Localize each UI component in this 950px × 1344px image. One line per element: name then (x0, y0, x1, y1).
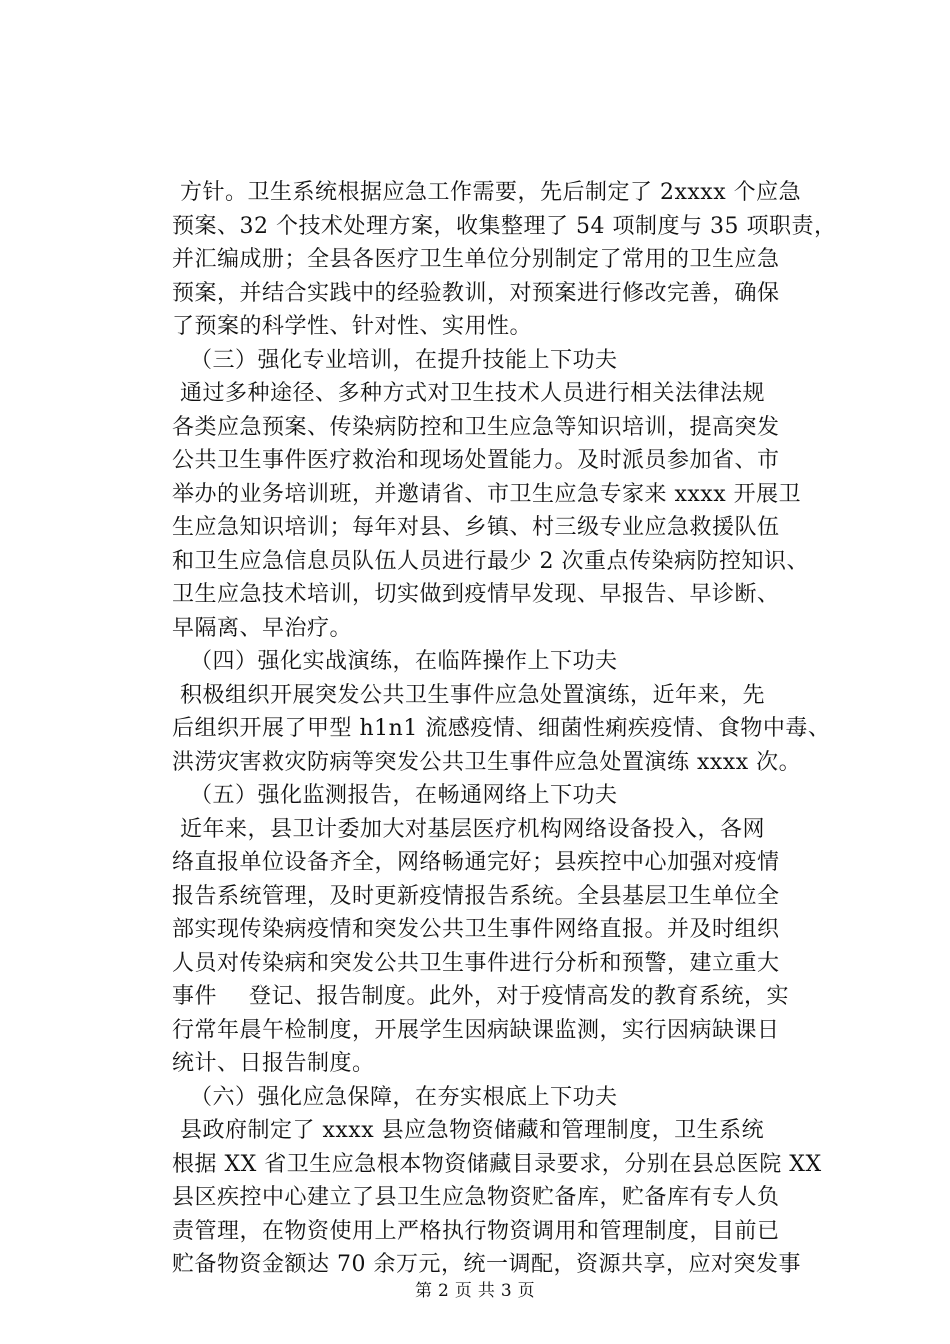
body-line: 通过多种途径、多种方式对卫生技术人员进行相关法律法规 (180, 381, 766, 406)
body-line: 举办的业务培训班，并邀请省、市卫生应急专家来 xxxx 开展卫 (172, 481, 802, 507)
body-line: 并汇编成册；全县各医疗卫生单位分别制定了常用的卫生应急 (172, 247, 780, 272)
body-line: 积极组织开展突发公共卫生事件应急处置演练，近年来，先 (180, 682, 766, 708)
body-line-left: 事件 (172, 984, 218, 1009)
body-line: 洪涝灾害救灾防病等突发公共卫生事件应急处置演练 xxxx 次。 (172, 749, 802, 775)
body-line: 公共卫生事件医疗救治和现场处置能力。及时派员参加省、市 (172, 448, 780, 473)
section-heading: （四）强化实战演练，在临阵操作上下功夫 (190, 649, 618, 674)
body-line: 和卫生应急信息员队伍人员进行最少 2 次重点传染病防控知识、 (172, 548, 809, 574)
body-line: 预案，并结合实践中的经验教训，对预案进行修改完善，确保 (172, 280, 780, 306)
page-footer: 第 2 页 共 3 页 (415, 1281, 535, 1301)
body-line: 统计、日报告制度。 (172, 1051, 375, 1076)
body-line: 人员对传染病和突发公共卫生事件进行分析和预警，建立重大 (172, 950, 780, 976)
section-heading: （三）强化专业培训，在提升技能上下功夫 (190, 347, 618, 373)
body-line: 近年来，县卫计委加大对基层医疗机构网络设备投入，各网 (180, 816, 766, 842)
body-line: 行常年晨午检制度，开展学生因病缺课监测，实行因病缺课日 (172, 1017, 780, 1043)
body-line: 生应急知识培训；每年对县、乡镇、村三级专业应急救援队伍 (172, 515, 780, 540)
body-line-right: 登记、报告制度。此外，对于疫情高发的教育系统，实 (249, 984, 790, 1009)
body-line: 部实现传染病疫情和突发公共卫生事件网络直报。并及时组织 (172, 917, 780, 942)
body-line: 各类应急预案、传染病防控和卫生应急等知识培训，提高突发 (172, 414, 780, 440)
section-heading: （六）强化应急保障，在夯实根底上下功夫 (190, 1084, 618, 1110)
body-line: 县政府制定了 xxxx 县应急物资储藏和管理制度，卫生系统 (180, 1118, 765, 1143)
body-line: 卫生应急技术培训，切实做到疫情早发现、早报告、早诊断、 (172, 582, 780, 607)
body-line: 方针。卫生系统根据应急工作需要，先后制定了 2xxxx 个应急 (180, 180, 802, 205)
body-line (172, 980, 832, 1014)
body-line: 报告系统管理，及时更新疫情报告系统。全县基层卫生单位全 (172, 883, 780, 909)
body-line: 县区疾控中心建立了县卫生应急物资贮备库，贮备库有专人负 (172, 1185, 780, 1210)
body-line: 责管理，在物资使用上严格执行物资调用和管理制度，目前已 (172, 1218, 780, 1244)
document-body (172, 176, 837, 1282)
body-line: 了预案的科学性、针对性、实用性。 (172, 314, 533, 339)
body-line: 根据 XX 省卫生应急根本物资储藏目录要求，分别在县总医院 XX (172, 1151, 822, 1177)
body-line: 预案、32 个技术处理方案，收集整理了 54 项制度与 35 项职责， (172, 213, 837, 239)
body-line: 早隔离、早治疗。 (172, 615, 353, 641)
body-line: 贮备物资金额达 70 余万元，统一调配，资源共享，应对突发事 (172, 1252, 801, 1277)
body-line: 络直报单位设备齐全，网络畅通完好；县疾控中心加强对疫情 (172, 850, 780, 875)
section-heading: （五）强化监测报告，在畅通网络上下功夫 (190, 783, 618, 808)
body-line: 后组织开展了甲型 h1n1 流感疫情、细菌性痢疾疫情、食物中毒、 (172, 716, 831, 741)
